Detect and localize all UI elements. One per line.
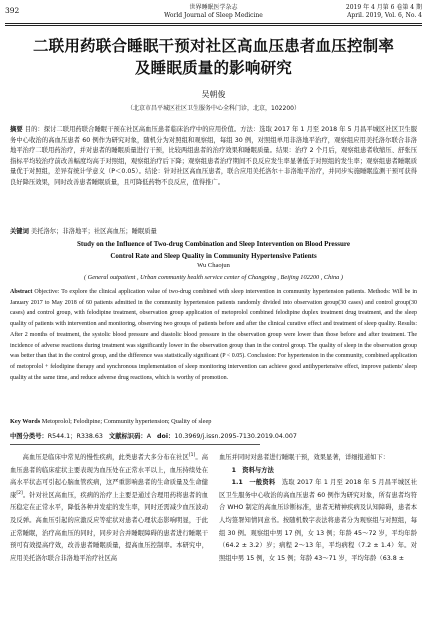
issue-en: April. 2019, Vol. 6, No. 4 <box>347 11 422 19</box>
citation: [2] <box>16 490 23 496</box>
english-title-line1: Study on the Influence of Two-drug Combination and Sleep Intervention on Blood Pressure <box>77 240 350 248</box>
page-number: 392 <box>5 6 20 15</box>
body-column-right <box>219 452 417 565</box>
doc-code-label: 文献标识码： <box>108 433 147 440</box>
running-header <box>5 3 422 23</box>
clc-label: 中图分类号： <box>10 433 48 440</box>
body-text: 。高血压患者的临床症状主要表现为血压处在正常水平以上，血压持续处在高水平状态可引起心脑血管疾病，这严重影响患者的生命质量及生命健康 <box>10 454 209 499</box>
article-title-line1: 二联用药联合睡眠干预对社区高血压患者血压控制率 <box>32 37 395 55</box>
body-paragraph: 血压并同时对患者进行睡眠干预，效果显著，详细报道如下： <box>219 454 390 461</box>
subsection-heading: 1.1 一般资料 <box>231 479 276 487</box>
doi-label: doi： <box>157 433 175 440</box>
abstract-cn-text: 目的：探讨二联用药联合睡眠干预在社区高血压患者临床治疗中的应用价值。方法：选取 2017 年 1 月至 2018 年 5 月昌平城区社区卫生服务中心收治的高血压患者 60 例作为研究对象，随机分为对照组和观察组，每组 30 例，对照组单用非洛地平治疗，观察组应用美托洛尔联合非洛地平治疗二联用药治疗，并对患者的睡眠质量进行干预，比较两组患者的治疗效果和睡眠质量。结果：治疗 2 个月后，观察组患者收缩压、舒张压指标平均较治疗前改善幅度均高于对照组，观察组治疗后下降；观察组患者治疗期间不良反应发生率显著低于对照组的发生率；观察组患者睡眠质量优于对照组，差异有统计学意义（P＜0.05）。结论：针对社区高血压患者，联合应用美托洛尔＋非洛地平治疗，并同步实施睡眠监测干预可获得良好降压效果，同时改善患者睡眠质量，且可降低药物不良反应，值得推广。 <box>10 126 417 186</box>
body-text: 选取 2017 年 1 月至 2018 年 5 月昌平城区社区卫生服务中心收治的高血压患者 60 例作为研究对象，所有患者均符合 WHO 制定的高血压诊断标准，患者无精神疾病及认知障碍，患者本人均签署知情同意书。按随机数字表法将患者分为观察组与对照组，每组 30 例。观察组中男 17 例，女 13 例；年龄 45～72 岁，平均年龄（64.2 ± 3.2）岁；病程 2～13 年，平均病程（7.2 ± 1.4）年。对照组中男 15 例，女 15 例；年龄 43～71 岁，平均年龄（63.8 ± <box>219 479 418 562</box>
body-separator <box>10 444 260 445</box>
doc-code-value: A <box>146 433 151 440</box>
body-text: 高血压是临床中常见的慢性疾病，此类患者大多分布在社区 <box>22 454 189 461</box>
author-name: 吴朝俊 <box>201 90 226 99</box>
abstract-en-label: Abstract <box>10 289 33 295</box>
keywords-en-label: Key Words <box>10 418 41 425</box>
classification-line <box>10 431 417 440</box>
article-title-line2: 及睡眠质量的影响研究 <box>134 59 292 77</box>
citation: [1] <box>188 452 196 458</box>
journal-name-en: World Journal of Sleep Medicine <box>164 11 263 19</box>
keywords-cn-text: 美托洛尔；非洛地平；社区高血压；睡眠质量 <box>30 228 157 235</box>
abstract-cn <box>10 125 417 189</box>
english-author: Wu Chaojun <box>197 262 230 269</box>
english-title-line2: Control Rate and Sleep Quality in Community Hypertensive Patients <box>110 252 317 260</box>
abstract-en-text: Objective: To explore the clinical application value of two-drug combined with sleep intervention in community hypertension patients. Methods: Will be in January 2017 to May 2018 of 60 patients admitted in the community hypertension patients randomly divided into observation group(30 cases) and control group(30 cases) and control group, with felodipine treatment, observation group application of metoprolol combined felodipine duplex treatment drug treatment, and the sleep quality of patients with intervention and monitoring, observing two groups of patients before and after the clinical curative effect and treatment of sleep quality. Results: After 2 months of treatment, the systolic blood pressure and diastolic blood pressure in the observation group were lower than those before and after treatment. The incidence of adverse reactions during treatment was significantly lower in the observation group than in the control group. The quality of sleep in the observation group was better than that in the control group, and the difference was statistically significant (P < 0.05). Conclusion: For hypertension in the community, combined application of metoprolol + felodipine therapy and synchronous implementation of sleep monitoring intervention can achieve good antihypertensive effect, improve patients' sleep quality at the same time, and reduce adverse drug reactions, which is worthy of promotion. <box>10 289 417 381</box>
body-paragraph <box>10 452 208 565</box>
keywords-cn <box>10 226 417 235</box>
author-affiliation: （北京市昌平城区社区卫生服务中心全科门诊，北京，102200） <box>127 105 300 112</box>
section-heading: 1 资料与方法 <box>231 466 274 474</box>
body-paragraph <box>219 477 417 565</box>
english-title <box>0 238 427 262</box>
header-rule-thick <box>5 23 422 24</box>
body-text: 。针对社区高血压，疾病的治疗上主要是通过合理用药将患者的血压稳定在正常水平，降低各种并发症的发生率，同时还需减少血压波动及反弹。高血压引起的应激反应等症状对患者心理状态影响明显，于此正常睡眠，治疗高血压的同时，同步对合并睡眠障碍的患者进行睡眠干预可有效提高疗效，改善患者睡眠质量，提高血压控制率。本研究中，应用美托洛尔联合非洛地平治疗社区高 <box>10 491 209 562</box>
issue-cn: 2019 年 4 月第 6 卷第 4 期 <box>345 4 422 11</box>
keywords-en <box>10 418 417 425</box>
issue-info <box>346 4 422 19</box>
abstract-cn-label: 摘要 <box>10 126 23 133</box>
header-rule-thin <box>5 25 422 26</box>
body-column-left <box>10 452 208 565</box>
clc-value: R544.1；R338.63 <box>47 433 103 440</box>
keywords-cn-label: 关键词 <box>10 228 29 235</box>
abstract-en <box>10 287 417 383</box>
doi-value: 10.3969/j.issn.2095-7130.2019.04.007 <box>174 433 297 440</box>
keywords-en-text: Metoprolol; Felodipine; Community hypertension; Quality of sleep <box>41 418 212 425</box>
article-title <box>8 35 419 79</box>
english-affiliation: ( General outpatient , Urban community health service center of Changping , Beijing 102200 , China ) <box>83 274 343 281</box>
journal-name-cn: 世界睡眠医学杂志 <box>189 4 238 11</box>
